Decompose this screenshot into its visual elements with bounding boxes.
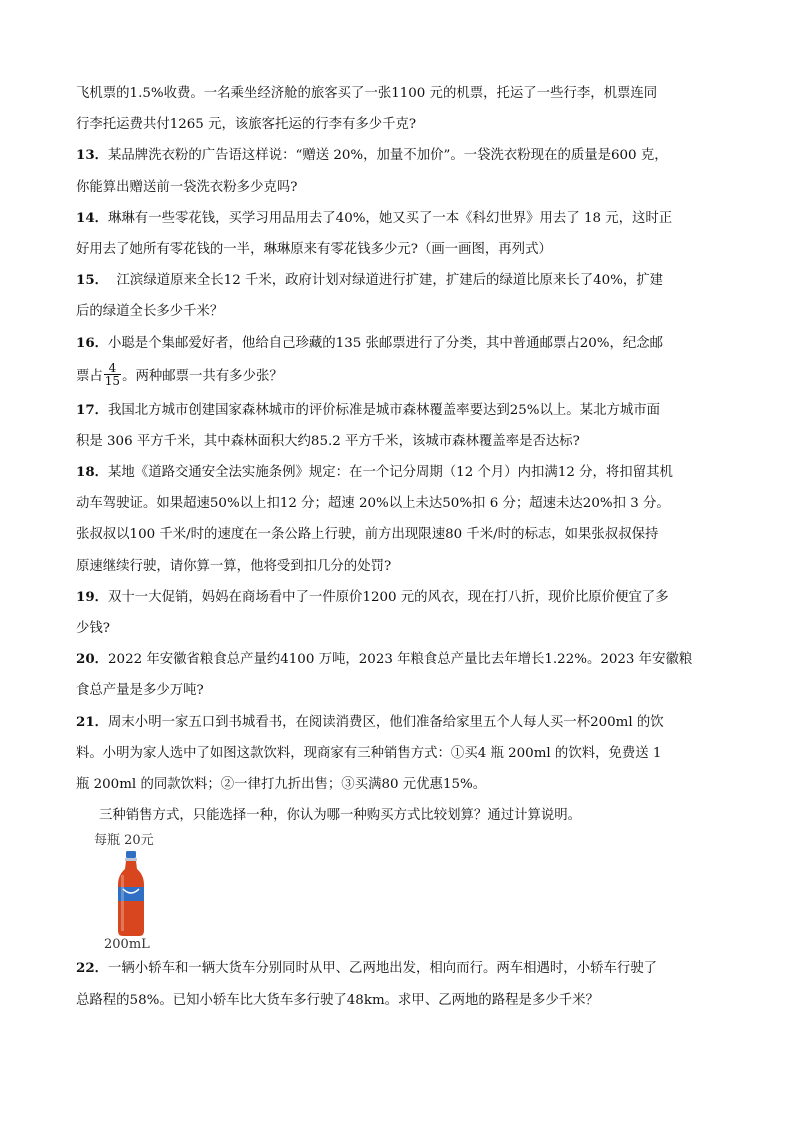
q21-line-1: 21．周末小明一家五口到书城看书，在阅读消费区，他们准备给家里五个人每人买一杯200ml 的饮: [76, 713, 664, 730]
drink-figure: [94, 833, 214, 953]
q15-line-1: 15． 江滨绿道原来全长12 千米，政府计划对绿道进行扩建，扩建后的绿道比原来长了40%，扩建: [76, 272, 664, 289]
q19-line-2: 少钱?: [76, 621, 110, 636]
question-number: 16．: [76, 334, 109, 351]
question-list: [76, 78, 716, 1016]
q20-line-2: 食总产量是多少万吨?: [76, 683, 204, 699]
question-number: 18．: [76, 464, 109, 481]
question-number: 22．: [76, 960, 109, 977]
fraction-numerator: 4: [104, 362, 121, 375]
q21-line-2: 料。小明为家人选中了如图这款饮料，现商家有三种销售方式：①买4 瓶 200ml 的饮料，免费送 1: [76, 745, 662, 761]
q22-line-1: 22．一辆小轿车和一辆大货车分别同时从甲、乙两地出发，相向而行。两车相遇时，小轿车行驶了: [76, 960, 658, 977]
q19-line-1: 19．双十一大促销，妈妈在商场看中了一件原价1200 元的风衣，现在打八折，现价比原价便宜了多: [76, 588, 669, 605]
q18-line-4: 原速继续行驶，请你算一算，他将受到扣几分的处罚?: [76, 558, 392, 574]
question-number: 15．: [76, 272, 109, 289]
soda-bottle-icon: [116, 851, 146, 937]
q15-line-2: 后的绿道全长多少千米？: [76, 304, 224, 320]
q18-line-2: 动车驾驶证。如果超速50%以上扣12 分；超速 20%以上未达50%扣 6 分；超速未达20%扣 3 分。: [76, 496, 670, 512]
q18-line-1: 18．某地《道路交通安全法实施条例》规定：在一个记分周期（12 个月）内扣满12 分，将扣留其机: [76, 464, 673, 481]
q21-line-3: 瓶 200ml 的同款饮料；②一律打九折出售；③买满80 元优惠15%。: [76, 776, 487, 792]
q16-line-1: 16．小聪是个集邮爱好者，他给自己珍藏的135 张邮票进行了分类，其中普通邮票占20%，纪念邮: [76, 334, 664, 351]
q20-line-1: 20．2022 年安徽省粮食总产量约4100 万吨，2023 年粮食总产量比去年增长1.22%。2023 年安徽粮: [76, 651, 693, 668]
q14-line-2: 好用去了她所有零花钱的一半，琳琳原来有零花钱多少元?（画一画图，再列式）: [76, 241, 552, 257]
question-number: 13．: [76, 147, 109, 164]
q17-line-1: 17．我国北方城市创建国家森林城市的评价标准是城市森林覆盖率要达到25%以上。某北方城市面: [76, 401, 661, 418]
fraction: [104, 362, 121, 387]
q13-line-1: 13．某品牌洗衣粉的广告语这样说：“赠送 20%，加量不加价”。一袋洗衣粉现在的质量是600 克，: [76, 147, 668, 164]
q14-line-1: 14．琳琳有一些零花钱，买学习用品用去了40%，她又买了一本《科幻世界》用去了 18 元，这时正: [76, 209, 673, 226]
question-number: 20．: [76, 651, 109, 668]
question-number: 17．: [76, 401, 109, 418]
question-number: 21．: [76, 713, 109, 730]
q12-line-2: 行李托运费共付1265 元，该旅客托运的行李有多少千克?: [76, 117, 417, 133]
fraction-denominator: 15: [104, 373, 121, 388]
q16-line-2: 票占 $\frac{4}{15}$ 。两种邮票一共有多少张？: [76, 360, 283, 388]
question-number: 19．: [76, 588, 109, 605]
q18-line-3: 张叔叔以100 千米/时的速度在一条公路上行驶，前方出现限速80 千米/时的标志，如果张叔叔保持: [76, 527, 659, 543]
q21-line-4: 三种销售方式，只能选择一种，你认为哪一种购买方式比较划算？通过计算说明。: [99, 808, 582, 824]
q17-line-2: 积是 306 平方千米，其中森林面积大约85.2 平方千米，该城市森林覆盖率是否达标?: [76, 433, 580, 449]
volume-label: 200mL: [104, 937, 150, 953]
q12-line-1: 飞机票的1.5%收费。一名乘坐经济舱的旅客买了一张1100 元的机票，托运了一些行李，机票连同: [76, 86, 658, 101]
q22-line-2: 总路程的58%。已知小轿车比大货车多行驶了48km。求甲、乙两地的路程是多少千米？: [76, 992, 599, 1008]
question-number: 14．: [76, 209, 109, 226]
q13-line-2: 你能算出赠送前一袋洗衣粉多少克吗?: [76, 179, 298, 195]
price-label: 每瓶 20元: [94, 833, 154, 849]
